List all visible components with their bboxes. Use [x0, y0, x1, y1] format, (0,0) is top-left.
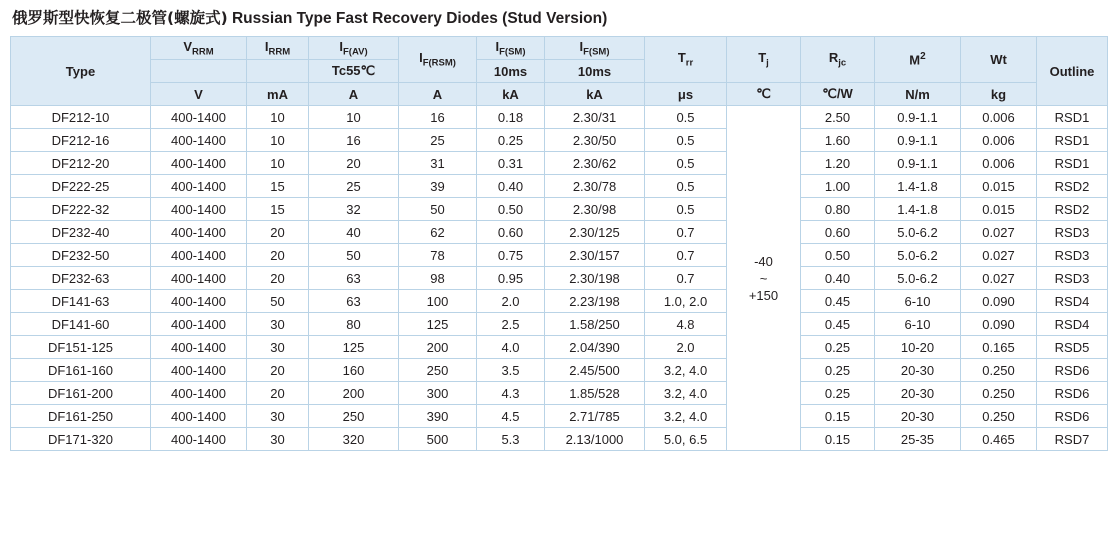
cell-trr: 1.0, 2.0	[645, 290, 727, 313]
cell-type: DF161-160	[11, 359, 151, 382]
header-row-symbols	[11, 37, 1108, 60]
table-row	[11, 221, 1108, 244]
cell-ifav: 32	[309, 198, 399, 221]
cell-vrrm: 400-1400	[151, 290, 247, 313]
cell-ifav: 250	[309, 405, 399, 428]
cell-ifsm2: 2.30/157	[545, 244, 645, 267]
cell-ifrsm: 50	[399, 198, 477, 221]
cell-trr: 0.5	[645, 106, 727, 129]
column-unit-ifav: A	[309, 83, 399, 106]
cell-ifsm1: 2.0	[477, 290, 545, 313]
cell-type: DF222-32	[11, 198, 151, 221]
cell-rjc: 0.45	[801, 313, 875, 336]
column-subheader-irrm	[247, 60, 309, 83]
cell-trr: 0.7	[645, 221, 727, 244]
cell-wt: 0.015	[961, 175, 1037, 198]
table-row	[11, 129, 1108, 152]
cell-vrrm: 400-1400	[151, 106, 247, 129]
cell-m2: 0.9-1.1	[875, 152, 961, 175]
cell-trr: 0.5	[645, 175, 727, 198]
table-row	[11, 267, 1108, 290]
cell-ifrsm: 16	[399, 106, 477, 129]
cell-tj-range: -40 ~ +150	[727, 106, 801, 451]
cell-outline: RSD4	[1037, 313, 1108, 336]
cell-irrm: 20	[247, 267, 309, 290]
cell-wt: 0.006	[961, 129, 1037, 152]
cell-wt: 0.015	[961, 198, 1037, 221]
cell-trr: 3.2, 4.0	[645, 405, 727, 428]
table-row	[11, 359, 1108, 382]
cell-m2: 6-10	[875, 290, 961, 313]
cell-trr: 0.5	[645, 198, 727, 221]
cell-vrrm: 400-1400	[151, 313, 247, 336]
column-header-wt: Wt	[961, 37, 1037, 83]
cell-ifsm2: 2.30/31	[545, 106, 645, 129]
cell-ifrsm: 250	[399, 359, 477, 382]
column-header-ifrsm: $I_{F(RSM)}$	[399, 37, 477, 83]
cell-outline: RSD3	[1037, 267, 1108, 290]
cell-vrrm: 400-1400	[151, 221, 247, 244]
cell-ifav: 16	[309, 129, 399, 152]
cell-type: DF151-125	[11, 336, 151, 359]
cell-wt: 0.090	[961, 313, 1037, 336]
cell-m2: 1.4-1.8	[875, 198, 961, 221]
header-row-units	[11, 83, 1108, 106]
cell-m2: 20-30	[875, 382, 961, 405]
cell-irrm: 30	[247, 336, 309, 359]
cell-irrm: 15	[247, 198, 309, 221]
cell-ifav: 20	[309, 152, 399, 175]
cell-ifsm2: 2.30/98	[545, 198, 645, 221]
page-title-chinese: 俄罗斯型快恢复二极管(螺旋式)	[12, 9, 228, 27]
cell-ifsm1: 4.3	[477, 382, 545, 405]
cell-irrm: 50	[247, 290, 309, 313]
table-row	[11, 244, 1108, 267]
cell-vrrm: 400-1400	[151, 175, 247, 198]
cell-vrrm: 400-1400	[151, 129, 247, 152]
cell-ifsm2: 2.30/62	[545, 152, 645, 175]
cell-outline: RSD6	[1037, 405, 1108, 428]
column-header-ifsm-2: $I_{F(SM)}$	[545, 37, 645, 60]
cell-vrrm: 400-1400	[151, 198, 247, 221]
cell-ifsm1: 0.25	[477, 129, 545, 152]
cell-ifsm1: 4.0	[477, 336, 545, 359]
table-row	[11, 106, 1108, 129]
cell-type: DF171-320	[11, 428, 151, 451]
cell-ifrsm: 39	[399, 175, 477, 198]
cell-wt: 0.250	[961, 359, 1037, 382]
column-header-trr: $T_{rr}$	[645, 37, 727, 83]
cell-ifsm1: 4.5	[477, 405, 545, 428]
cell-trr: 3.2, 4.0	[645, 382, 727, 405]
cell-outline: RSD2	[1037, 198, 1108, 221]
cell-irrm: 20	[247, 359, 309, 382]
column-unit-trr: μs	[645, 83, 727, 106]
cell-rjc: 0.25	[801, 382, 875, 405]
table-row	[11, 313, 1108, 336]
cell-wt: 0.165	[961, 336, 1037, 359]
page-title-english: Russian Type Fast Recovery Diodes (Stud Version)	[231, 10, 608, 27]
cell-type: DF232-50	[11, 244, 151, 267]
cell-rjc: 0.45	[801, 290, 875, 313]
cell-trr: 0.7	[645, 267, 727, 290]
cell-ifsm1: 0.40	[477, 175, 545, 198]
cell-irrm: 30	[247, 405, 309, 428]
cell-wt: 0.027	[961, 221, 1037, 244]
cell-m2: 10-20	[875, 336, 961, 359]
cell-outline: RSD7	[1037, 428, 1108, 451]
column-subheader-ifsm-2: 10ms	[545, 60, 645, 83]
cell-ifav: 125	[309, 336, 399, 359]
column-header-ifsm-1: $I_{F(SM)}$	[477, 37, 545, 60]
cell-outline: RSD1	[1037, 129, 1108, 152]
column-header-m2: $M^2$	[875, 37, 961, 83]
cell-ifsm1: 0.31	[477, 152, 545, 175]
cell-irrm: 10	[247, 152, 309, 175]
column-header-irrm: $I_{RRM}$	[247, 37, 309, 60]
cell-m2: 20-30	[875, 405, 961, 428]
cell-irrm: 20	[247, 382, 309, 405]
column-header-vrrm: $V_{RRM}$	[151, 37, 247, 60]
table-row	[11, 152, 1108, 175]
cell-trr: 0.5	[645, 152, 727, 175]
cell-trr: 4.8	[645, 313, 727, 336]
cell-rjc: 0.15	[801, 428, 875, 451]
table-row	[11, 428, 1108, 451]
column-header-rjc: $R_{jc}$	[801, 37, 875, 83]
cell-rjc: 2.50	[801, 106, 875, 129]
cell-wt: 0.465	[961, 428, 1037, 451]
cell-ifrsm: 125	[399, 313, 477, 336]
cell-trr: 3.2, 4.0	[645, 359, 727, 382]
cell-rjc: 1.20	[801, 152, 875, 175]
cell-ifsm1: 0.50	[477, 198, 545, 221]
cell-outline: RSD1	[1037, 106, 1108, 129]
cell-ifsm2: 2.13/1000	[545, 428, 645, 451]
table-row	[11, 198, 1108, 221]
cell-rjc: 0.15	[801, 405, 875, 428]
cell-m2: 6-10	[875, 313, 961, 336]
cell-type: DF212-16	[11, 129, 151, 152]
cell-ifav: 80	[309, 313, 399, 336]
cell-irrm: 20	[247, 244, 309, 267]
cell-trr: 2.0	[645, 336, 727, 359]
cell-wt: 0.090	[961, 290, 1037, 313]
cell-type: DF161-200	[11, 382, 151, 405]
column-header-ifav: $I_{F(AV)}$	[309, 37, 399, 60]
cell-ifrsm: 100	[399, 290, 477, 313]
column-unit-ifsm-2: kA	[545, 83, 645, 106]
cell-type: DF212-20	[11, 152, 151, 175]
cell-vrrm: 400-1400	[151, 336, 247, 359]
cell-ifsm2: 2.30/125	[545, 221, 645, 244]
cell-ifav: 40	[309, 221, 399, 244]
cell-ifav: 320	[309, 428, 399, 451]
cell-irrm: 20	[247, 221, 309, 244]
cell-ifsm2: 2.04/390	[545, 336, 645, 359]
cell-ifsm2: 2.30/198	[545, 267, 645, 290]
cell-rjc: 0.25	[801, 359, 875, 382]
column-header-type: Type	[11, 37, 151, 106]
table-row	[11, 290, 1108, 313]
cell-ifsm1: 3.5	[477, 359, 545, 382]
cell-outline: RSD5	[1037, 336, 1108, 359]
column-unit-rjc: ℃/W	[801, 83, 875, 106]
cell-vrrm: 400-1400	[151, 405, 247, 428]
column-unit-wt: kg	[961, 83, 1037, 106]
cell-irrm: 30	[247, 428, 309, 451]
cell-trr: 0.7	[645, 244, 727, 267]
cell-type: DF161-250	[11, 405, 151, 428]
cell-wt: 0.027	[961, 244, 1037, 267]
cell-rjc: 0.40	[801, 267, 875, 290]
cell-ifsm2: 2.30/78	[545, 175, 645, 198]
cell-wt: 0.027	[961, 267, 1037, 290]
cell-ifsm2: 2.71/785	[545, 405, 645, 428]
cell-ifav: 10	[309, 106, 399, 129]
cell-irrm: 15	[247, 175, 309, 198]
cell-rjc: 0.50	[801, 244, 875, 267]
cell-wt: 0.250	[961, 382, 1037, 405]
cell-vrrm: 400-1400	[151, 244, 247, 267]
column-unit-tj: ℃	[727, 83, 801, 106]
cell-ifsm1: 0.18	[477, 106, 545, 129]
cell-rjc: 0.80	[801, 198, 875, 221]
cell-outline: RSD3	[1037, 244, 1108, 267]
cell-ifsm1: 0.75	[477, 244, 545, 267]
cell-type: DF141-63	[11, 290, 151, 313]
cell-ifav: 200	[309, 382, 399, 405]
column-unit-ifsm-1: kA	[477, 83, 545, 106]
column-header-outline: Outline	[1037, 37, 1108, 106]
cell-m2: 5.0-6.2	[875, 267, 961, 290]
cell-ifrsm: 62	[399, 221, 477, 244]
cell-ifrsm: 390	[399, 405, 477, 428]
cell-ifsm2: 2.45/500	[545, 359, 645, 382]
cell-ifrsm: 25	[399, 129, 477, 152]
column-unit-m2: N/m	[875, 83, 961, 106]
table-header	[11, 37, 1108, 106]
cell-m2: 0.9-1.1	[875, 106, 961, 129]
cell-m2: 0.9-1.1	[875, 129, 961, 152]
cell-ifav: 25	[309, 175, 399, 198]
table-row	[11, 382, 1108, 405]
cell-ifsm2: 1.85/528	[545, 382, 645, 405]
cell-outline: RSD2	[1037, 175, 1108, 198]
cell-ifav: 160	[309, 359, 399, 382]
cell-rjc: 1.60	[801, 129, 875, 152]
cell-rjc: 0.25	[801, 336, 875, 359]
cell-irrm: 30	[247, 313, 309, 336]
cell-ifsm1: 2.5	[477, 313, 545, 336]
cell-ifsm2: 2.30/50	[545, 129, 645, 152]
cell-vrrm: 400-1400	[151, 428, 247, 451]
cell-outline: RSD4	[1037, 290, 1108, 313]
cell-m2: 5.0-6.2	[875, 244, 961, 267]
table-row	[11, 336, 1108, 359]
column-header-tj: $T_j$	[727, 37, 801, 83]
cell-outline: RSD1	[1037, 152, 1108, 175]
table-body	[11, 106, 1108, 451]
cell-ifrsm: 500	[399, 428, 477, 451]
cell-outline: RSD3	[1037, 221, 1108, 244]
cell-rjc: 0.60	[801, 221, 875, 244]
cell-m2: 20-30	[875, 359, 961, 382]
cell-ifsm1: 5.3	[477, 428, 545, 451]
cell-type: DF141-60	[11, 313, 151, 336]
column-subheader-vrrm	[151, 60, 247, 83]
cell-ifsm2: 2.23/198	[545, 290, 645, 313]
cell-ifsm2: 1.58/250	[545, 313, 645, 336]
column-unit-vrrm: V	[151, 83, 247, 106]
specification-table	[10, 36, 1108, 451]
cell-outline: RSD6	[1037, 382, 1108, 405]
cell-ifrsm: 98	[399, 267, 477, 290]
cell-m2: 5.0-6.2	[875, 221, 961, 244]
cell-ifrsm: 300	[399, 382, 477, 405]
cell-m2: 1.4-1.8	[875, 175, 961, 198]
column-subheader-ifav: Tc55℃	[309, 60, 399, 83]
cell-rjc: 1.00	[801, 175, 875, 198]
cell-ifav: 63	[309, 290, 399, 313]
cell-ifrsm: 200	[399, 336, 477, 359]
cell-ifrsm: 31	[399, 152, 477, 175]
cell-ifsm1: 0.95	[477, 267, 545, 290]
cell-wt: 0.006	[961, 106, 1037, 129]
cell-outline: RSD6	[1037, 359, 1108, 382]
column-unit-ifrsm: A	[399, 83, 477, 106]
cell-m2: 25-35	[875, 428, 961, 451]
cell-type: DF232-40	[11, 221, 151, 244]
cell-irrm: 10	[247, 129, 309, 152]
cell-type: DF222-25	[11, 175, 151, 198]
column-unit-irrm: mA	[247, 83, 309, 106]
table-row	[11, 405, 1108, 428]
cell-vrrm: 400-1400	[151, 359, 247, 382]
cell-vrrm: 400-1400	[151, 382, 247, 405]
cell-type: DF232-63	[11, 267, 151, 290]
cell-trr: 5.0, 6.5	[645, 428, 727, 451]
table-row	[11, 175, 1108, 198]
cell-vrrm: 400-1400	[151, 152, 247, 175]
page-title	[12, 8, 1107, 29]
cell-ifrsm: 78	[399, 244, 477, 267]
cell-vrrm: 400-1400	[151, 267, 247, 290]
column-subheader-ifsm-1: 10ms	[477, 60, 545, 83]
cell-irrm: 10	[247, 106, 309, 129]
cell-wt: 0.006	[961, 152, 1037, 175]
cell-ifsm1: 0.60	[477, 221, 545, 244]
cell-wt: 0.250	[961, 405, 1037, 428]
cell-trr: 0.5	[645, 129, 727, 152]
cell-type: DF212-10	[11, 106, 151, 129]
cell-ifav: 63	[309, 267, 399, 290]
cell-ifav: 50	[309, 244, 399, 267]
